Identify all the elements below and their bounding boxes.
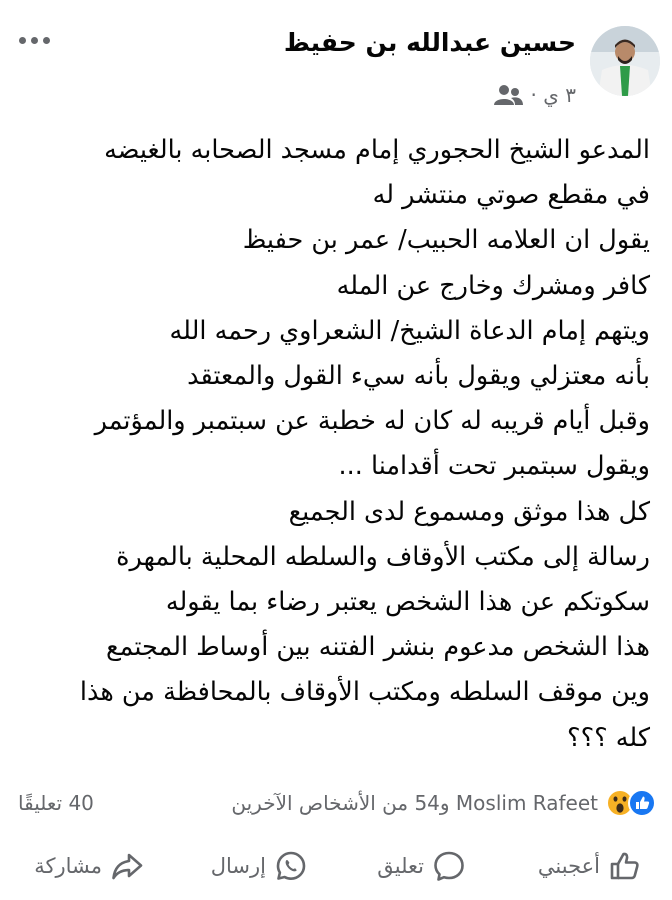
more-options-button[interactable] xyxy=(14,28,54,52)
action-bar xyxy=(0,838,672,894)
post-line: وقبل أيام قريبه له كان له خطبة عن سبتمبر والمؤتمر xyxy=(94,406,650,437)
post-body xyxy=(18,128,650,761)
post-line: رسالة إلى مكتب الأوقاف والسلطه المحلية بالمهرة xyxy=(116,541,650,572)
send-button[interactable] xyxy=(211,838,308,894)
like-label: أعجبني xyxy=(537,854,600,878)
post-line: سكوتكم عن هذا الشخص يعتبر رضاء بما يقوله xyxy=(165,587,650,618)
share-icon xyxy=(110,849,144,883)
comments-count[interactable]: 40 تعليقًا xyxy=(18,791,94,815)
share-label: مشاركة xyxy=(34,854,102,878)
post-line: كافر ومشرك وخارج عن المله xyxy=(336,270,650,301)
reactions-text: Moslim Rafeet و54 من الأشخاص الآخرين xyxy=(231,791,598,815)
share-button[interactable] xyxy=(34,838,144,894)
post-line: هذا الشخص مدعوم بنشر الفتنه بين أوساط المجتمع xyxy=(106,632,650,663)
post-meta xyxy=(493,80,576,110)
comment-label: تعليق xyxy=(377,854,424,878)
author-avatar[interactable] xyxy=(590,26,660,96)
more-dot-icon xyxy=(19,37,26,44)
more-dot-icon xyxy=(31,37,38,44)
profile-photo xyxy=(590,26,660,96)
comment-icon xyxy=(432,849,466,883)
post-line: يقول ان العلامه الحبيب/ عمر بن حفيظ xyxy=(242,225,650,256)
post-line: كله ؟؟؟ xyxy=(567,722,650,753)
post-line: ويتهم إمام الدعاة الشيخ/ الشعراوي رحمه الله xyxy=(169,315,650,346)
like-icon xyxy=(628,789,656,817)
send-label: إرسال xyxy=(210,854,266,878)
post-line: في مقطع صوتي منتشر له xyxy=(372,180,650,211)
like-button[interactable] xyxy=(538,838,642,894)
more-dot-icon xyxy=(43,37,50,44)
post-header xyxy=(0,0,672,118)
post-line: المدعو الشيخ الحجوري إمام مسجد الصحابه بالغيضه xyxy=(104,135,650,165)
post-line: وين موقف السلطه ومكتب الأوقاف بالمحافظة من هذا xyxy=(79,677,650,708)
reaction-icons xyxy=(606,789,656,817)
post-stats xyxy=(0,786,672,820)
whatsapp-icon xyxy=(274,849,308,883)
friends-icon[interactable] xyxy=(493,83,523,107)
post-line: كل هذا موثق ومسموع لدى الجميع xyxy=(288,496,650,527)
thumbs-up-icon xyxy=(608,849,642,883)
author-name[interactable]: حسين عبدالله بن حفيظ xyxy=(283,28,576,57)
post-line: ويقول سبتمبر تحت أقدامنا ... xyxy=(338,451,650,482)
comment-button[interactable] xyxy=(377,838,466,894)
post-line: بأنه معتزلي ويقول بأنه سيء القول والمعتقد xyxy=(187,361,650,392)
reactions-summary[interactable] xyxy=(231,786,656,820)
post-time[interactable]: ٣ ي · xyxy=(530,83,576,107)
